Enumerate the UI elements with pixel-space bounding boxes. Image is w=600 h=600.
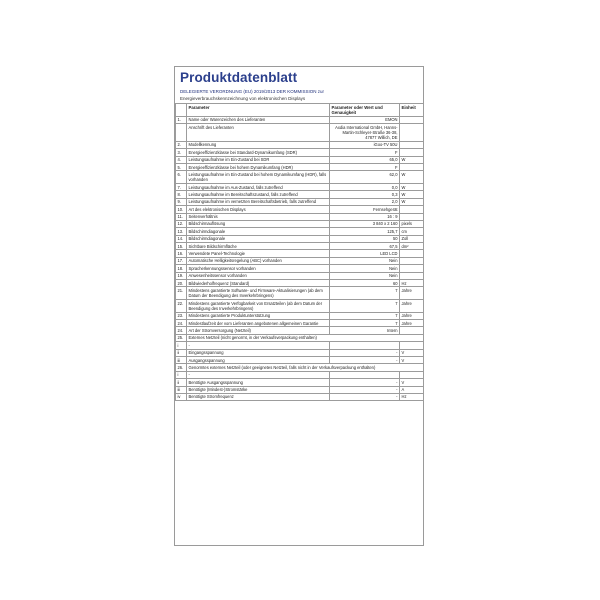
row-unit <box>400 265 424 272</box>
row-number: 12. <box>176 220 187 227</box>
row-number: 26. <box>176 364 187 371</box>
row-parameter: Mindestens garantierte Verfügbarkeit von Ersatzteilen (ab dem Datum der Beendigung des Inverkehrbringens) <box>187 300 330 313</box>
row-parameter: Mindestens garantierte Software- und Firmware-Aktualisierungen (ab dem Datum der Beendigung des Inverkehrbringens) <box>187 287 330 300</box>
row-value: Nein <box>330 272 400 279</box>
row-number: 23. <box>176 312 187 319</box>
row-value: F <box>330 149 400 156</box>
row-number: 17. <box>176 257 187 264</box>
row-value: - <box>330 386 400 393</box>
row-value: iGoo-TV 50U <box>330 141 400 148</box>
row-number: 13. <box>176 228 187 235</box>
table-row <box>176 243 424 250</box>
row-unit: Jahre <box>400 312 424 319</box>
table-row <box>176 272 424 279</box>
row-value: 3 840 x 2 160 <box>330 220 400 227</box>
data-table <box>175 103 424 401</box>
row-value <box>330 342 400 349</box>
row-unit: W <box>400 191 424 198</box>
row-number: 24. <box>176 327 187 334</box>
table-row <box>176 312 424 319</box>
row-unit <box>400 141 424 148</box>
row-value: - <box>330 349 400 356</box>
row-number: 15. <box>176 243 187 250</box>
header-unit: Einheit <box>400 104 424 117</box>
row-number: 20. <box>176 280 187 287</box>
row-value: 125,7 <box>330 228 400 235</box>
row-number: 24. <box>176 319 187 326</box>
row-number: i <box>176 371 187 378</box>
row-parameter: Leistungsaufnahme im Bereitschaftszustand, falls zutreffend <box>187 191 330 198</box>
row-value: Fernsehgerät <box>330 206 400 213</box>
row-value: 7 <box>330 319 400 326</box>
row-unit: W <box>400 156 424 163</box>
row-parameter: Modellkennung <box>187 141 330 148</box>
row-unit: cm <box>400 228 424 235</box>
row-value: Nein <box>330 265 400 272</box>
row-parameter: Bildschirmauflösung <box>187 220 330 227</box>
table-row <box>176 163 424 170</box>
row-unit: Hz <box>400 280 424 287</box>
row-number: i <box>176 342 187 349</box>
row-value: Intern <box>330 327 400 334</box>
row-parameter: Externes Netzteil (nicht genormt, in der Verkaufsverpackung enthalten) <box>187 334 424 341</box>
row-value: 0,0 <box>330 183 400 190</box>
row-unit: V <box>400 349 424 356</box>
row-parameter: Energieeffizienzklasse bei Standard-Dynamikumfang (SDR) <box>187 149 330 156</box>
row-parameter: Benötigte Stromfrequenz <box>187 393 330 400</box>
row-parameter: Genormtes externes Netzteil (oder geeignetes Netzteil, falls nicht in der Verkaufsverpackung enthalten) <box>187 364 424 371</box>
row-unit <box>400 149 424 156</box>
table-row <box>176 156 424 163</box>
table-row <box>176 171 424 184</box>
row-number: 6. <box>176 171 187 184</box>
row-unit: dm² <box>400 243 424 250</box>
row-parameter: Automatische Helligkeitsregelung (ABC) vorhanden <box>187 257 330 264</box>
row-number: 5. <box>176 163 187 170</box>
row-parameter: Leistungsaufnahme im vernetzten Bereitschaftsbetrieb, falls zutreffend <box>187 198 330 205</box>
table-row <box>176 141 424 148</box>
row-unit <box>400 123 424 141</box>
row-unit: W <box>400 198 424 205</box>
table-row <box>176 191 424 198</box>
table-row <box>176 183 424 190</box>
row-unit <box>400 327 424 334</box>
row-number: 1. <box>176 116 187 123</box>
regulation-line-1: DELEGIERTE VERORDNUNG (EU) 2019/2013 DER KOMMISSION zur <box>180 89 324 94</box>
row-parameter: Spracherkennungssensor vorhanden <box>187 265 330 272</box>
row-unit: W <box>400 183 424 190</box>
row-parameter: Anwesenheitssensor vorhanden <box>187 272 330 279</box>
regulation-line-2: Energieverbrauchskennzeichnung von elektronischen Displays <box>180 95 306 101</box>
row-value: EMON <box>330 116 400 123</box>
table-header-row <box>176 104 424 117</box>
table-row <box>176 265 424 272</box>
row-parameter: Benötigte (Mindest-)Stromstärke <box>187 386 330 393</box>
row-number: 14. <box>176 235 187 242</box>
row-parameter: Eingangsspannung <box>187 349 330 356</box>
row-parameter: Mindestens garantierte Produktunterstützung <box>187 312 330 319</box>
row-number: ii <box>176 379 187 386</box>
row-number: iii <box>176 356 187 363</box>
table-row <box>176 250 424 257</box>
row-unit: V <box>400 356 424 363</box>
row-number: iii <box>176 386 187 393</box>
table-row <box>176 280 424 287</box>
row-value: 62,0 <box>330 171 400 184</box>
row-parameter: Energieeffizienzklasse bei hohem Dynamikumfang (HDR) <box>187 163 330 170</box>
table-row <box>176 116 424 123</box>
row-value: Axdia International GmbH, Hanns-Martin-Schleyer-Straße 36-38, 47877 Willich, DE <box>330 123 400 141</box>
row-number <box>176 123 187 141</box>
row-unit <box>400 342 424 349</box>
row-unit <box>400 250 424 257</box>
row-unit: V <box>400 379 424 386</box>
row-parameter: - <box>187 371 330 378</box>
row-value: 7 <box>330 300 400 313</box>
row-value: 7 <box>330 287 400 300</box>
table-row <box>176 327 424 334</box>
row-value: 60 <box>330 280 400 287</box>
row-number: 19. <box>176 272 187 279</box>
row-unit: Jahre <box>400 319 424 326</box>
product-data-sheet <box>174 66 424 546</box>
table-row <box>176 371 424 378</box>
row-parameter: Sichtbare Bildschirmfläche <box>187 243 330 250</box>
row-number: 10. <box>176 206 187 213</box>
table-row <box>176 198 424 205</box>
row-unit: W <box>400 171 424 184</box>
row-number: 16. <box>176 250 187 257</box>
row-unit: pixels <box>400 220 424 227</box>
row-number: 4. <box>176 156 187 163</box>
row-number: 11. <box>176 213 187 220</box>
row-value: 50 <box>330 235 400 242</box>
row-parameter: Mindestlaufzeit der vom Lieferanten angebotenen allgemeinen Garantie <box>187 319 330 326</box>
row-parameter: Name oder Warenzeichen des Lieferanten <box>187 116 330 123</box>
row-parameter: - <box>187 342 330 349</box>
row-number: 9. <box>176 198 187 205</box>
row-unit <box>400 206 424 213</box>
row-unit: Hz <box>400 393 424 400</box>
table-row <box>176 364 424 371</box>
row-number: 7. <box>176 183 187 190</box>
row-unit <box>400 213 424 220</box>
row-value: 67,5 <box>330 243 400 250</box>
row-parameter: Art der Stromversorgung (Netzteil) <box>187 327 330 334</box>
row-unit: Jahre <box>400 287 424 300</box>
row-parameter: Anschrift des Lieferanten <box>187 123 330 141</box>
row-unit: Zoll <box>400 235 424 242</box>
row-value: - <box>330 393 400 400</box>
row-number: 22. <box>176 300 187 313</box>
row-parameter: Ausgangsspannung <box>187 356 330 363</box>
header-param: Parameter <box>187 104 330 117</box>
row-parameter: Seitenverhältnis <box>187 213 330 220</box>
row-parameter: Leistungsaufnahme im Ein-Zustand bei hohem Dynamikumfang (HDR), falls vorhanden <box>187 171 330 184</box>
row-value: F <box>330 163 400 170</box>
row-number: 18. <box>176 265 187 272</box>
row-unit <box>400 371 424 378</box>
table-row <box>176 386 424 393</box>
table-row <box>176 235 424 242</box>
row-parameter: Art des elektronischen Displays <box>187 206 330 213</box>
header-no <box>176 104 187 117</box>
row-parameter: Leistungsaufnahme im Ein-Zustand bei SDR <box>187 156 330 163</box>
row-number: 25. <box>176 334 187 341</box>
table-row <box>176 206 424 213</box>
table-row <box>176 334 424 341</box>
row-value: 2,0 <box>330 198 400 205</box>
row-unit: A <box>400 386 424 393</box>
table-row <box>176 300 424 313</box>
row-number: iv <box>176 393 187 400</box>
row-number: 21. <box>176 287 187 300</box>
row-value: 16 : 9 <box>330 213 400 220</box>
header-value: Parameter oder Wert und Genauigkeit <box>330 104 400 117</box>
row-value: - <box>330 379 400 386</box>
row-unit <box>400 116 424 123</box>
row-parameter: Benötigte Ausgangsspannung <box>187 379 330 386</box>
row-number: 3. <box>176 149 187 156</box>
row-number: ii <box>176 349 187 356</box>
row-parameter: Verwendete Panel-Technologie <box>187 250 330 257</box>
row-parameter: Bildwiederholfrequenz (Standard) <box>187 280 330 287</box>
table-row <box>176 356 424 363</box>
row-unit <box>400 163 424 170</box>
table-row <box>176 393 424 400</box>
table-row <box>176 287 424 300</box>
row-value <box>330 371 400 378</box>
row-parameter: Leistungsaufnahme im Aus-Zustand, falls zutreffend <box>187 183 330 190</box>
row-number: 2. <box>176 141 187 148</box>
table-row <box>176 213 424 220</box>
table-row <box>176 123 424 141</box>
table-row <box>176 379 424 386</box>
document-title: Produktdatenblatt <box>180 70 298 85</box>
row-parameter: Bildschirmdiagonale <box>187 228 330 235</box>
row-value: 65,0 <box>330 156 400 163</box>
table-row <box>176 342 424 349</box>
row-unit: Jahre <box>400 300 424 313</box>
row-unit <box>400 272 424 279</box>
row-unit <box>400 257 424 264</box>
table-row <box>176 349 424 356</box>
row-value: - <box>330 356 400 363</box>
row-value: Nein <box>330 257 400 264</box>
row-parameter: Bildschirmdiagonale <box>187 235 330 242</box>
row-value: 7 <box>330 312 400 319</box>
regulation-reference <box>180 89 420 102</box>
row-number: 8. <box>176 191 187 198</box>
row-value: 0,3 <box>330 191 400 198</box>
table-row <box>176 228 424 235</box>
table-row <box>176 257 424 264</box>
table-row <box>176 220 424 227</box>
table-row <box>176 149 424 156</box>
table-row <box>176 319 424 326</box>
row-value: LED LCD <box>330 250 400 257</box>
